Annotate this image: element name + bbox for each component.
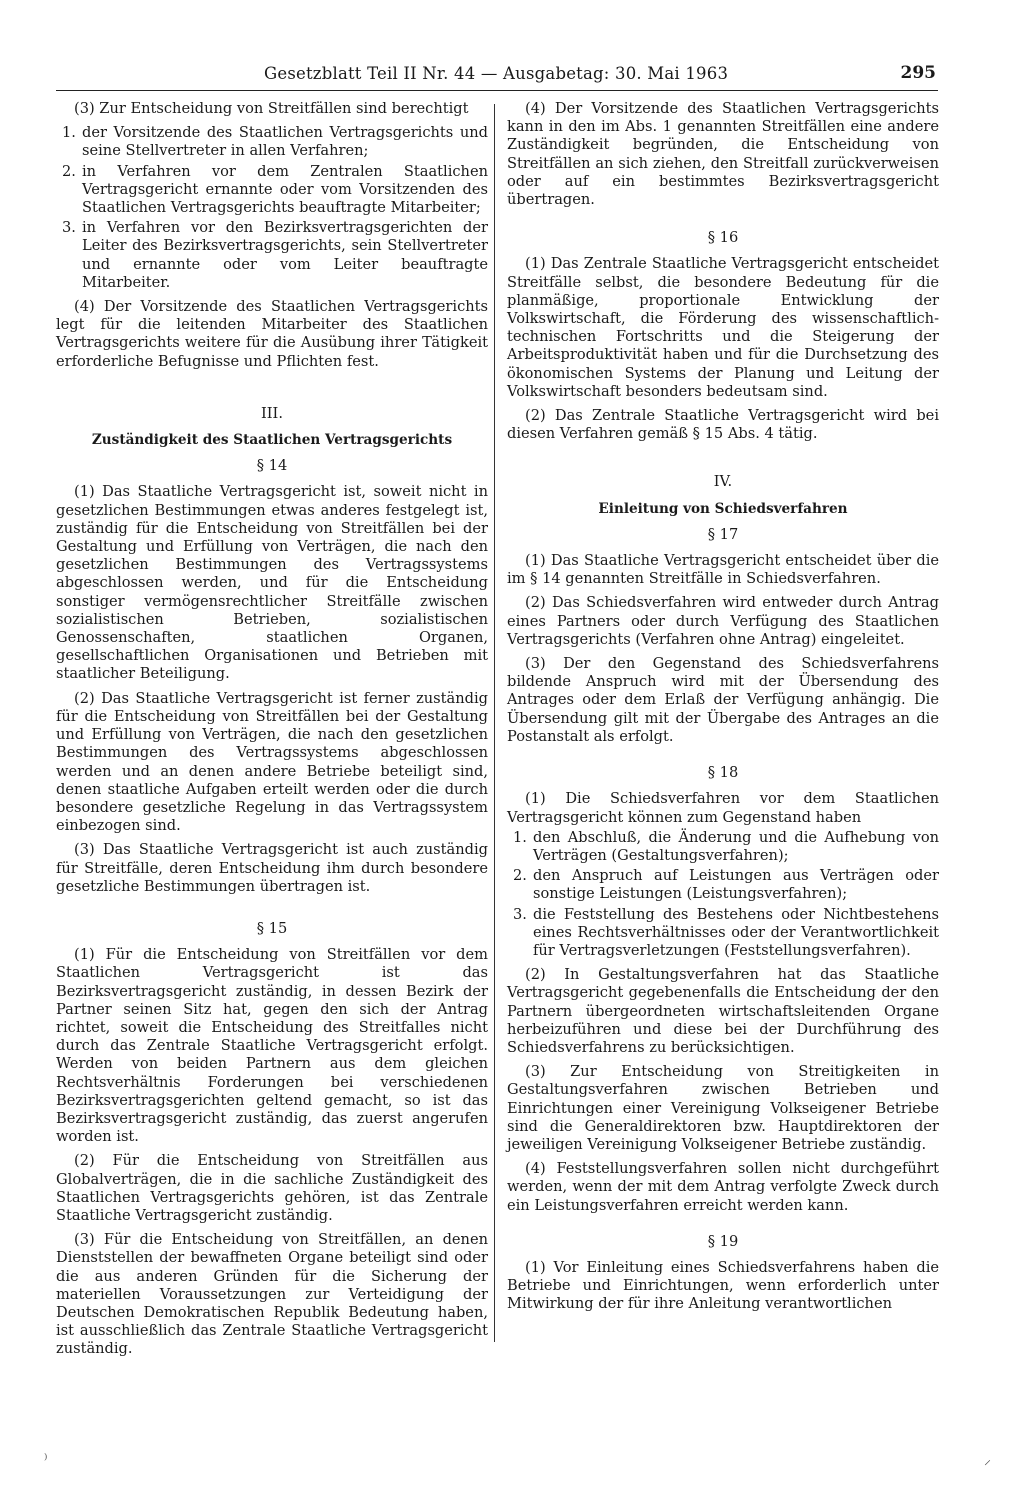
paragraph-sign-16: § 16 xyxy=(707,229,739,247)
s14-paragraph-1: (1) Das Staatliche Vertragsgericht ist, soweit nicht in gesetzlichen Bestimmungen etwas anderes festgelegt ist, zuständig für die Entscheidung von Streitfällen bei der Gestaltung und Erfüllung von Verträgen, die nach den gesetzlichen Bestimmungen des Vertragssystems abgeschlossen werden, und für die Entscheidung sonstiger vermögensrechtlicher Streitfälle zwischen sozialistischen Betrieben, sozialistischen Genossenschaften, staatlichen Organen, gesellschaftlichen Organisationen und Betrieben mit staatlicher Beteiligung. xyxy=(56,483,488,683)
s18-paragraph-4: (4) Feststellungsverfahren sollen nicht durchgeführt werden, wenn der mit dem Antrag verfolgte Zweck durch ein Leistungsverfahren erreicht werden kann. xyxy=(507,1160,939,1214)
list-item xyxy=(507,867,939,903)
column-divider xyxy=(494,104,495,1342)
s17-paragraph-1: (1) Das Staatliche Vertragsgericht entscheidet über die im § 14 genannten Streitfälle in Schiedsverfahren. xyxy=(507,552,939,588)
paragraph-4: (4) Der Vorsitzende des Staatlichen Vertragsgerichts legt für die leitenden Mitarbeiter des Staatlichen Vertragsgerichts weitere für die Ausübung ihrer Tätigkeit erforderliche Befugnisse und Pflichten fest. xyxy=(56,298,488,370)
s17-paragraph-3: (3) Der den Gegenstand des Schiedsverfahrens bildende Anspruch wird mit der Übersendung des Antrages oder dem Erlaß der Verfügung anhängig. Die Übersendung gilt mit der Übergabe des Antrages an die Postanstalt als erfolgt. xyxy=(507,655,939,745)
page-number: 295 xyxy=(900,63,936,83)
s15-paragraph-3: (3) Für die Entscheidung von Streitfällen, an denen Dienststellen der bewaffneten Organe beteiligt sind oder die aus anderen Gründen für die Sicherung der materiellen Voraussetzungen zur Verteidigung der Deutschen Demokratischen Republik Bedeutung haben, ist ausschließlich das Zentrale Staatliche Vertragsgericht zuständig. xyxy=(56,1231,488,1358)
list-text: den Abschluß, die Änderung und die Aufhebung von Verträgen (Gestaltungsverfahren); xyxy=(533,828,939,864)
s18-paragraph-1-intro: (1) Die Schiedsverfahren vor dem Staatlichen Vertragsgericht können zum Gegenstand haben xyxy=(507,790,939,826)
list-item xyxy=(56,124,488,160)
scan-artifact-mark: ⁾ xyxy=(44,1452,48,1468)
s15-paragraph-4: (4) Der Vorsitzende des Staatlichen Vertragsgerichts kann in den im Abs. 1 genannten Streitfällen eine andere Zuständigkeit begründen, die Entscheidung von Streitfällen an sich ziehen, den Streitfall zurückverweisen oder auf ein bestimmtes Bezirksvertragsgericht übertragen. xyxy=(507,100,939,209)
s17-paragraph-2: (2) Das Schiedsverfahren wird entweder durch Antrag eines Partners oder durch Verfügung des Staatlichen Vertragsgerichts (Verfahren ohne Antrag) eingeleitet. xyxy=(507,594,939,648)
paragraph-sign-17: § 17 xyxy=(707,525,739,543)
right-column xyxy=(507,100,939,1320)
section-roman-numeral: IV. xyxy=(713,473,733,491)
list-number: 3. xyxy=(513,905,527,923)
paragraph-3-intro: (3) Zur Entscheidung von Streitfällen sind berechtigt xyxy=(74,100,469,117)
list-number: 2. xyxy=(62,162,76,180)
section-title: Einleitung von Schiedsverfahren xyxy=(598,500,848,517)
s18-paragraph-3: (3) Zur Entscheidung von Streitigkeiten in Gestaltungsverfahren zwischen Betrieben und Einrichtungen einer Vereinigung Volkseigener Betriebe sind die Generaldirektoren bzw. Hauptdirektoren der jeweiligen Vereinigung Volkseigener Betriebe zuständig. xyxy=(507,1063,939,1153)
list-number: 1. xyxy=(62,124,76,142)
header-title: Gesetzblatt Teil II Nr. 44 — Ausgabetag: 30. Mai 1963 xyxy=(264,64,729,83)
list-number: 1. xyxy=(513,828,527,846)
scan-artifact-mark: ⸍ xyxy=(984,1458,991,1474)
paragraph-sign-15: § 15 xyxy=(256,919,288,937)
left-column xyxy=(56,100,488,1365)
list-text: der Vorsitzende des Staatlichen Vertragsgerichts und seine Stellvertreter in allen Verfahren; xyxy=(82,124,488,160)
list-text: in Verfahren vor dem Zentralen Staatlichen Vertragsgericht ernannte oder vom Vorsitzenden des Staatlichen Vertragsgerichts beauftragte Mitarbeiter; xyxy=(82,162,488,217)
s19-paragraph-1: (1) Vor Einleitung eines Schiedsverfahrens haben die Betriebe und Einrichtungen, wenn erforderlich unter Mitwirkung der für ihre Anleitung verantwortlichen xyxy=(507,1258,939,1313)
s14-paragraph-3: (3) Das Staatliche Vertragsgericht ist auch zuständig für Streitfälle, deren Entscheidung ihm durch besondere gesetzliche Bestimmungen übertragen ist. xyxy=(56,841,488,895)
list-number: 3. xyxy=(62,219,76,237)
list-item xyxy=(507,906,939,961)
s15-paragraph-2: (2) Für die Entscheidung von Streitfällen aus Globalverträgen, die in die sachliche Zuständigkeit des Staatlichen Vertragsgerichts gehören, ist das Zentrale Staatliche Vertragsgericht zuständig. xyxy=(56,1152,488,1224)
section-roman-numeral: III. xyxy=(261,404,283,422)
s15-paragraph-1: (1) Für die Entscheidung von Streitfällen vor dem Staatlichen Vertragsgericht ist das Bezirksvertragsgericht zuständig, in dessen Bezirk der Partner seinen Sitz hat, gegen den sich der Antrag richtet, soweit die Entscheidung des Streitfalles nicht durch das Zentrale Staatliche Vertragsgericht erfolgt. Werden von beiden Partnern aus dem gleichen Rechtsverhältnis Forderungen bei verschiedenen Bezirksvertragsgerichten geltend gemacht, so ist das Bezirksvertragsgericht zuständig, das zuerst angerufen worden ist. xyxy=(56,946,488,1146)
list-item xyxy=(56,219,488,292)
s16-paragraph-1: (1) Das Zentrale Staatliche Vertragsgericht entscheidet Streitfälle selbst, die besondere Bedeutung für die planmäßige, proportionale Entwicklung der Volkswirtschaft, die Förderung des wissenschaftlich-technischen Fortschritts und die Steigerung der Arbeitsproduktivität haben und für die Durchsetzung des ökonomischen Systems der Planung und Leitung der Volkswirtschaft besonders bedeutsam sind. xyxy=(507,255,939,400)
s14-paragraph-2: (2) Das Staatliche Vertragsgericht ist ferner zuständig für die Entscheidung von Streitfällen bei der Gestaltung und Erfüllung von Verträgen, die nach den gesetzlichen Bestimmungen des Vertragssystems abgeschlossen werden und an denen andere Betriebe beteiligt sind, denen staatliche Aufgaben erteilt werden oder die durch besondere gesetzliche Regelung in das Vertragssystem einbezogen sind. xyxy=(56,689,488,835)
paragraph-sign-14: § 14 xyxy=(256,457,288,475)
list-number: 2. xyxy=(513,867,527,885)
s16-paragraph-2: (2) Das Zentrale Staatliche Vertragsgericht wird bei diesen Verfahren gemäß § 15 Abs. 4 tätig. xyxy=(507,407,939,443)
list-text: in Verfahren vor den Bezirksvertragsgerichten der Leiter des Bezirksvertragsgerichts, sein Stellvertreter und ernannte oder vom Leiter beauftragte Mitarbeiter. xyxy=(82,219,488,291)
page-header xyxy=(56,60,938,91)
paragraph-sign-18: § 18 xyxy=(707,764,739,782)
list-item xyxy=(56,163,488,218)
list-text: den Anspruch auf Leistungen aus Verträgen oder sonstige Leistungen (Leistungsverfahren); xyxy=(533,867,939,903)
list-item xyxy=(507,829,939,865)
section-title: Zuständigkeit des Staatlichen Vertragsgerichts xyxy=(91,432,453,449)
s18-paragraph-2: (2) In Gestaltungsverfahren hat das Staatliche Vertragsgericht gegebenenfalls die Entscheidung der den Partnern übergeordneten wirtschaftsleitenden Organe herbeizuführen und diese bei der Durchführung des Schiedsverfahrens zu berücksichtigen. xyxy=(507,966,939,1056)
paragraph-sign-19: § 19 xyxy=(707,1232,739,1250)
list-text: die Feststellung des Bestehens oder Nichtbestehens eines Rechtsverhältnisses oder der Verantwortlichkeit für Vertragsverletzungen (Feststellungsverfahren). xyxy=(533,905,939,959)
